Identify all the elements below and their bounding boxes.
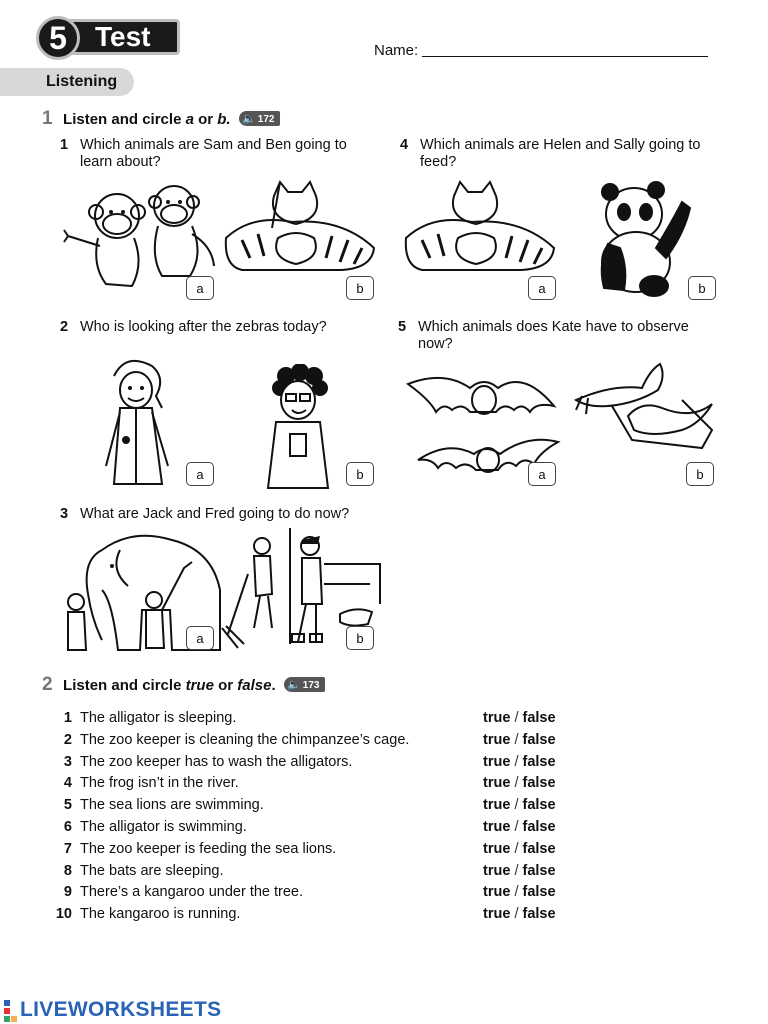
- true-false-choice: true / false: [483, 884, 556, 901]
- statement-row: 9 There’s a kangaroo under the tree. true / false: [63, 884, 556, 901]
- true-option[interactable]: true: [483, 775, 511, 792]
- q1-option-a[interactable]: a: [186, 276, 214, 300]
- true-option[interactable]: true: [483, 710, 511, 726]
- true-option[interactable]: true: [483, 906, 511, 923]
- sea-lions-picture: [572, 360, 718, 460]
- false-option[interactable]: false: [522, 775, 556, 792]
- statement-row: 7 The zoo keeper is feeding the sea lions. true / false: [63, 840, 556, 857]
- q3-option-a[interactable]: a: [186, 626, 214, 650]
- panda-picture: [594, 178, 694, 298]
- liveworksheets-logo-icon: [4, 1000, 18, 1022]
- true-option[interactable]: true: [483, 818, 511, 835]
- true-option[interactable]: true: [483, 797, 511, 814]
- false-option[interactable]: false: [522, 862, 556, 879]
- zoo-keeper-curly-hair-picture: [262, 364, 334, 492]
- q5-option-a[interactable]: a: [528, 462, 556, 486]
- false-option[interactable]: false: [522, 710, 556, 726]
- exercise-2-heading: [42, 674, 325, 696]
- true-false-choice: true / false: [483, 818, 556, 835]
- q4-option-a[interactable]: a: [528, 276, 556, 300]
- tigers-picture-1b: [222, 178, 382, 278]
- statement-row: 10 The kangaroo is running. true / false: [55, 906, 556, 923]
- audio-track-badge[interactable]: 🔈 172: [239, 111, 280, 126]
- false-option[interactable]: false: [522, 840, 556, 857]
- audio-track-badge[interactable]: 🔈 173: [284, 677, 325, 692]
- unit-number: 5: [36, 16, 80, 60]
- true-false-choice: true / false: [483, 775, 556, 792]
- unit-badge: [36, 16, 180, 60]
- false-option[interactable]: false: [522, 797, 556, 814]
- unit-title: Test: [60, 19, 180, 55]
- true-option[interactable]: true: [483, 753, 511, 770]
- tigers-picture-4a: [402, 178, 562, 278]
- exercise-number: 2: [42, 674, 53, 695]
- true-false-list: [50, 710, 570, 928]
- false-option[interactable]: false: [522, 818, 556, 835]
- statement-row: 8 The bats are sleeping. true / false: [63, 862, 556, 879]
- statement-row: 5 The sea lions are swimming. true / false: [63, 797, 556, 814]
- name-label: Name:: [374, 42, 419, 59]
- bats-picture: [404, 366, 564, 476]
- true-false-choice: true / false: [483, 862, 556, 879]
- name-input-line[interactable]: [422, 42, 708, 57]
- true-false-choice: true / false: [483, 710, 556, 726]
- zoo-keeper-ponytail-picture: [96, 356, 180, 488]
- exercise-1-heading: [42, 108, 280, 130]
- liveworksheets-brand: LIVEWORKSHEETS: [20, 998, 222, 1021]
- exercise-number: 1: [42, 108, 53, 129]
- false-option[interactable]: false: [522, 731, 556, 748]
- false-option[interactable]: false: [522, 884, 556, 901]
- q2-option-a[interactable]: a: [186, 462, 214, 486]
- true-false-choice: true / false: [483, 753, 556, 770]
- statement-row: 6 The alligator is swimming. true / false: [63, 818, 556, 835]
- exercise-title: Listen and circle true or false.: [63, 677, 276, 694]
- false-option[interactable]: false: [522, 906, 556, 923]
- true-false-choice: true / false: [483, 906, 556, 923]
- q5-option-b[interactable]: b: [686, 462, 714, 486]
- true-option[interactable]: true: [483, 884, 511, 901]
- name-field[interactable]: [374, 42, 708, 59]
- q1-option-b[interactable]: b: [346, 276, 374, 300]
- q2-option-b[interactable]: b: [346, 462, 374, 486]
- statement-row: 4 The frog isn’t in the river. true / false: [63, 775, 556, 792]
- statement-row: 1 The alligator is sleeping. true / false: [63, 710, 556, 726]
- true-option[interactable]: true: [483, 840, 511, 857]
- false-option[interactable]: false: [522, 753, 556, 770]
- q3-option-b[interactable]: b: [346, 626, 374, 650]
- speaker-icon: 🔈: [287, 679, 301, 691]
- exercise-title: Listen and circle a or b.: [63, 111, 231, 128]
- section-tab-listening: Listening: [0, 68, 134, 96]
- q4-option-b[interactable]: b: [688, 276, 716, 300]
- true-false-choice: true / false: [483, 731, 556, 748]
- statement-row: 2 The zoo keeper is cleaning the chimpanzee’s cage. true / false: [63, 731, 556, 748]
- true-false-choice: true / false: [483, 797, 556, 814]
- true-option[interactable]: true: [483, 862, 511, 879]
- true-option[interactable]: true: [483, 731, 511, 748]
- statement-row: 3 The zoo keeper has to wash the alligators. true / false: [63, 753, 556, 770]
- true-false-choice: true / false: [483, 840, 556, 857]
- speaker-icon: 🔈: [242, 113, 256, 125]
